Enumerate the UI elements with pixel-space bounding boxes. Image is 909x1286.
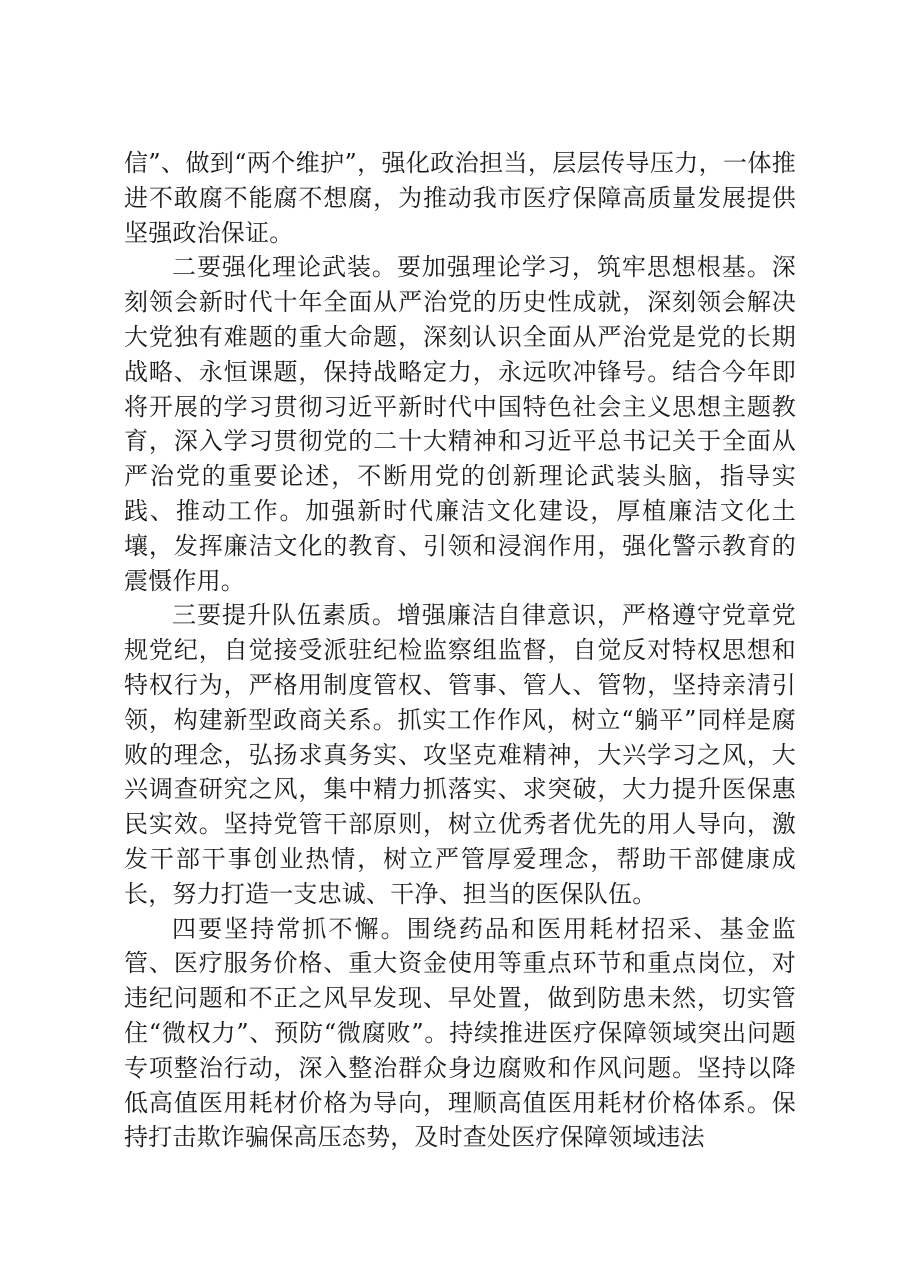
paragraph-team-quality: 三要提升队伍素质。增强廉洁自律意识，严格遵守党章党规党纪，自觉接受派驻纪检监察组监督，自觉反对特权思想和特权行为，严格用制度管权、管事、管人、管物，坚持亲清引领，构建新型政商关系。抓实工作作风，树立“躺平”同样是腐败的理念，弘扬求真务实、攻坚克难精神，大兴学习之风，大兴调查研究之风，集中精力抓落实、求突破，大力提升医保惠民实效。坚持党管干部原则，树立优秀者优先的用人导向，激发干部干事创业热情，树立严管厚爱理念，帮助干部健康成长，努力打造一支忠诚、干净、担当的医保队伍。: [124, 601, 796, 908]
paragraph-continuation: 信”、做到“两个维护”，强化政治担当，层层传导压力，一体推进不敢腐不能腐不想腐，为推动我市医疗保障高质量发展提供坚强政治保证。: [124, 149, 796, 247]
paragraph-theory-armament: 二要强化理论武装。要加强理论学习，筑牢思想根基。深刻领会新时代十年全面从严治党的历史性成就，深刻领会解决大党独有难题的重大命题，深刻认识全面从严治党是党的长期战略、永恒课题，保持战略定力，永远吹冲锋号。结合今年即将开展的学习贯彻习近平新时代中国特色社会主义思想主题教育，深入学习贯彻党的二十大精神和习近平总书记关于全面从严治党的重要论述，不断用党的创新理论武装头脑，指导实践、推动工作。加强新时代廉洁文化建设，厚植廉洁文化土壤，发挥廉洁文化的教育、引领和浸润作用，强化警示教育的震慑作用。: [124, 253, 796, 595]
document-body: [124, 146, 796, 1155]
paragraph-persistent-effort: 四要坚持常抓不懈。围绕药品和医用耗材招采、基金监管、医疗服务价格、重大资金使用等重点环节和重点岗位，对违纪问题和不正之风早发现、早处置，做到防患未然，切实管住“微权力”、预防“微腐败”。持续推进医疗保障领域突出问题专项整治行动，深入整治群众身边腐败和作风问题。坚持以降低高值医用耗材价格为导向，理顺高值医用耗材价格体系。保持打击欺诈骗保高压态势，及时查处医疗保障领域违法: [124, 914, 796, 1152]
